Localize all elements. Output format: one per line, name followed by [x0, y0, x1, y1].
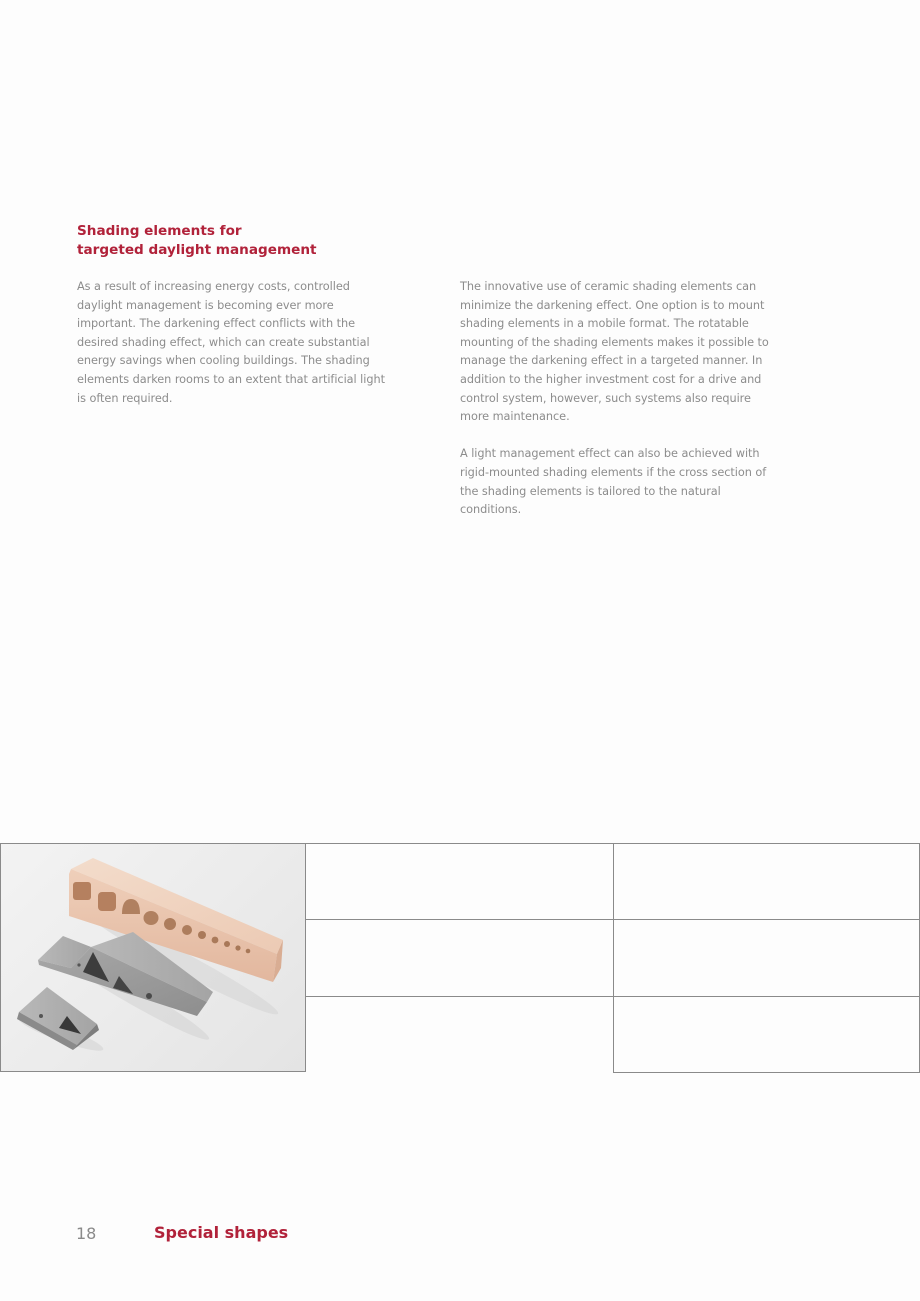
- right-paragraph-1: The innovative use of ceramic shading elements can minimize the darkening effect. One option is to mount shading elements in a mobile format. The rotatable mounting of the shading elements makes it possible to manage the darkening effect in a targeted manner. In addition to the higher investment cost for a drive and control system, however, such systems also require more maintenance.: [460, 280, 769, 424]
- shading-elements-photo: [0, 843, 306, 1072]
- section-title: Special shapes: [154, 1223, 289, 1242]
- shading-elements-illustration: [1, 844, 306, 1072]
- right-text-column: [460, 278, 778, 520]
- heading-line-1: Shading elements for: [77, 223, 242, 239]
- heading-line-2: targeted daylight management: [77, 242, 317, 258]
- left-paragraph-1: As a result of increasing energy costs, controlled daylight management is becoming ever more important. The darkening effect conflicts with the desired shading effect, which can create substantial energy savings when cooling buildings. The shading elements darken rooms to an extent that artificial light is often required.: [77, 280, 385, 405]
- grid-bottom-rule: [613, 1072, 920, 1073]
- page-number: 18: [76, 1224, 97, 1243]
- section-heading: [77, 222, 397, 260]
- left-text-column: [77, 278, 395, 408]
- grid-center-divider: [613, 843, 614, 1073]
- right-paragraph-2: A light management effect can also be achieved with rigid-mounted shading elements if the cross section of the shading elements is tailored to the natural conditions.: [460, 447, 767, 517]
